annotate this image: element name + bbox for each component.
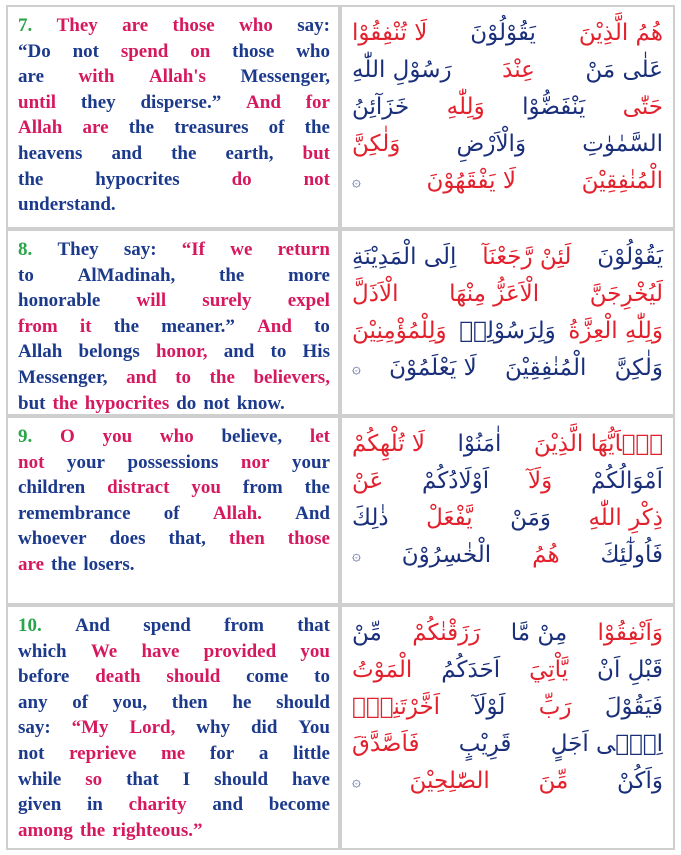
arabic-phrase: ذِكْرِ اللّٰهِ xyxy=(588,505,663,531)
verse-word: “My xyxy=(71,717,109,739)
verse-arabic-line xyxy=(352,15,663,52)
verse-word: who xyxy=(296,40,330,62)
verse-word: of xyxy=(72,691,89,713)
verse-word: And xyxy=(257,315,292,337)
verse-word: until xyxy=(18,91,57,113)
verse-arabic-line xyxy=(352,689,663,726)
arabic-phrase: عَنْ xyxy=(352,468,384,494)
verse-english-line xyxy=(18,552,330,578)
arabic-phrase: اِلَى الْمَدِيْنَةِ xyxy=(352,244,457,270)
arabic-phrase: وَلِلّٰهِ xyxy=(446,94,485,120)
verse-word: are xyxy=(18,66,45,88)
verse-word: among xyxy=(18,819,73,841)
verse-english-cell xyxy=(6,229,340,416)
verse-english-cell xyxy=(6,5,340,229)
verse-word: I xyxy=(182,768,191,790)
verse-word: from xyxy=(242,477,283,499)
arabic-phrase: وَلِلّٰهِ الْعِزَّةُ xyxy=(568,318,663,344)
verse-word: and xyxy=(223,341,255,363)
verse-english-line xyxy=(18,90,330,116)
arabic-phrase: لَا يَعْلَمُوْنَ xyxy=(389,355,477,381)
arabic-phrase: لَا يَفْقَهُوْنَ xyxy=(426,168,516,194)
verse-english-line xyxy=(18,391,330,416)
verse-arabic-line xyxy=(352,89,663,126)
verse-arabic-line xyxy=(352,52,663,89)
verse-word: whoever xyxy=(18,528,87,550)
arabic-phrase: وَلٰكِنَّ xyxy=(352,131,401,157)
verse-word: who xyxy=(239,15,273,36)
verse-word: hypocrites xyxy=(95,168,180,190)
arabic-phrase: يَّفْعَلْ xyxy=(426,505,473,531)
arabic-phrase: مِنْ مَّا xyxy=(510,620,568,646)
verse-arabic-line xyxy=(352,276,663,313)
verse-word: have xyxy=(291,768,330,790)
arabic-phrase: عِنْدَ xyxy=(502,57,535,83)
verse-word: the xyxy=(113,315,140,337)
verse-word: more xyxy=(288,264,330,286)
arabic-phrase: الْمَوْتُ xyxy=(352,657,413,683)
verse-english-line xyxy=(18,613,330,639)
verse-word: do xyxy=(231,168,252,190)
verse-word: come xyxy=(246,666,289,688)
arabic-phrase: اٰمَنُوْا xyxy=(457,431,502,457)
verse-word: Messenger, xyxy=(18,366,108,388)
verse-word: belongs xyxy=(78,341,140,363)
verse-word: they xyxy=(80,91,116,113)
verse-word: to xyxy=(18,264,34,286)
arabic-phrase: قَرِيْبٍ xyxy=(458,731,512,757)
verse-word: become xyxy=(268,794,330,816)
verse-word: reprieve xyxy=(69,742,137,764)
arabic-phrase: حَتّٰى xyxy=(622,94,663,120)
arabic-phrase: يَّاْتِيَ xyxy=(529,657,569,683)
arabic-phrase: اِلٰۤى اَجَلٍ xyxy=(550,731,663,757)
verse-english-line xyxy=(18,639,330,665)
verse-english-line xyxy=(18,141,330,167)
verse-english-cell xyxy=(6,416,340,605)
verse-word: why xyxy=(196,717,231,739)
verse-arabic-cell xyxy=(340,605,675,850)
verse-word: Messenger, xyxy=(240,66,330,88)
verse-word: to xyxy=(175,366,192,388)
arabic-phrase: يَنْفَضُّوْا xyxy=(522,94,586,120)
arabic-phrase: وَلَآ xyxy=(527,468,553,494)
verse-word: the xyxy=(209,366,235,388)
arabic-phrase: مِّنَ xyxy=(538,768,569,794)
arabic-phrase: الْاَذَلَّ xyxy=(352,281,399,307)
verse-word: you xyxy=(191,477,221,499)
arabic-phrase: هُمُ الَّذِيْنَ xyxy=(578,20,663,46)
verse-word: of xyxy=(163,502,180,524)
arabic-phrase: السَّمٰوٰتِ xyxy=(582,131,663,157)
verse-word: he xyxy=(232,691,252,713)
verse-english-line xyxy=(18,741,330,767)
verse-word: it xyxy=(79,315,92,337)
arabic-phrase: مِّنْ xyxy=(352,620,382,646)
verse-arabic-line xyxy=(352,239,663,276)
verse-word: AlMadinah, xyxy=(77,264,176,286)
ayah-end-marker: ۞ xyxy=(352,172,361,190)
verse-word: should xyxy=(276,691,330,713)
verse-word: believers, xyxy=(253,366,330,388)
arabic-phrase: لَيُخْرِجَنَّ xyxy=(589,281,663,307)
arabic-phrase: وَلِلْمُؤْمِنِيْنَ xyxy=(352,318,447,344)
verse-word: the xyxy=(171,142,197,164)
verse-word: on xyxy=(190,40,211,62)
verse-english-line xyxy=(18,526,330,552)
verse-word: you xyxy=(102,426,133,447)
verse-word: charity xyxy=(128,794,187,816)
verse-word: we xyxy=(230,239,253,260)
verse-number: 7. xyxy=(18,15,33,36)
arabic-phrase: وَلٰكِنَّ xyxy=(614,355,663,381)
verse-arabic-line xyxy=(352,163,663,200)
verse-word: remembrance xyxy=(18,502,131,524)
verse-word: those xyxy=(172,15,215,36)
arabic-phrase: رَسُوْلِ اللّٰهِ xyxy=(352,57,452,83)
verse-word: should xyxy=(214,768,269,790)
verse-word: a xyxy=(258,742,269,764)
verse-word: not xyxy=(72,40,99,62)
verse-word: say: xyxy=(123,239,157,260)
arabic-phrase: وَاَنْفِقُوْا xyxy=(597,620,663,646)
verse-word: And xyxy=(75,615,110,636)
verse-arabic-line xyxy=(352,126,663,163)
arabic-phrase: الْاَعَزُّ مِنْهَا xyxy=(449,281,540,307)
verse-word: to xyxy=(314,666,330,688)
arabic-phrase: يٰۤاَيُّهَا الَّذِيْنَ xyxy=(533,431,663,457)
verse-word: that, xyxy=(168,528,206,550)
verse-word: the xyxy=(128,117,155,139)
verse-english-line xyxy=(18,715,330,741)
verse-word: so xyxy=(85,768,103,790)
ayah-end-marker: ۞ xyxy=(352,772,361,790)
verse-english-line xyxy=(18,501,330,527)
verse-word: those xyxy=(232,40,275,62)
verse-arabic-line xyxy=(352,726,663,763)
verse-word: given xyxy=(18,794,62,816)
verse-word: in xyxy=(87,794,103,816)
verse-english-line xyxy=(18,192,330,218)
verse-word: They xyxy=(56,15,98,36)
verse-english-line xyxy=(18,288,330,314)
verse-word: the xyxy=(52,392,78,414)
verse-word: death xyxy=(95,666,141,688)
verse-word: We xyxy=(90,640,118,662)
verse-word: and xyxy=(111,142,143,164)
arabic-phrase: لَئِنْ رَّجَعْنَآ xyxy=(482,244,572,270)
verse-word: the xyxy=(79,819,106,841)
verse-word: do xyxy=(176,392,197,414)
verse-arabic-line xyxy=(352,463,663,500)
verse-word: children xyxy=(18,477,86,499)
verse-english-cell xyxy=(6,605,340,850)
verse-word: and xyxy=(126,366,157,388)
verse-english-line xyxy=(18,115,330,141)
verse-arabic-cell xyxy=(340,5,675,229)
arabic-phrase: فَيَقُوْلَ xyxy=(604,694,663,720)
verse-word: “Do xyxy=(18,40,51,62)
verse-word: His xyxy=(302,341,330,363)
arabic-phrase: لَا تُلْهِكُمْ xyxy=(352,431,426,457)
verse-english-line xyxy=(18,167,330,193)
verse-word: Allah xyxy=(18,341,63,363)
verse-arabic-line xyxy=(352,426,663,463)
verse-english-line xyxy=(18,314,330,340)
arabic-phrase: خَزَآئِنُ xyxy=(352,94,410,120)
arabic-phrase: رَبِّ xyxy=(538,694,572,720)
verse-arabic-line xyxy=(352,350,663,387)
arabic-phrase: الْمُنٰفِقِيْنَ xyxy=(505,355,587,381)
arabic-phrase: لَوْلَآ xyxy=(473,694,506,720)
arabic-phrase: ذٰلِكَ xyxy=(352,505,389,531)
arabic-phrase: اَوْلَادُكُمْ xyxy=(422,468,490,494)
arabic-phrase: هُمُ xyxy=(532,542,560,568)
arabic-phrase: فَاُولٰٓئِكَ xyxy=(600,542,663,568)
verse-english-line xyxy=(18,818,330,844)
verse-word: honorable xyxy=(18,290,101,312)
verse-word: then xyxy=(171,691,208,713)
verse-english-line xyxy=(18,767,330,793)
verse-word: the xyxy=(304,117,330,139)
verse-word: but xyxy=(302,142,330,164)
verse-word: that xyxy=(297,615,330,636)
verse-word: you, xyxy=(112,691,148,713)
arabic-phrase: اَحَدَكُمُ xyxy=(441,657,501,683)
verse-word: will xyxy=(136,290,167,312)
verse-word: provided xyxy=(203,640,277,662)
verse-word: O xyxy=(60,426,75,447)
verse-word: the xyxy=(219,264,245,286)
arabic-phrase: وَمَنْ xyxy=(510,505,552,531)
verse-word: Allah. xyxy=(212,502,262,524)
verse-word: before xyxy=(18,666,70,688)
verse-arabic-line xyxy=(352,763,663,800)
verse-word: And xyxy=(246,91,281,113)
verse-word: of xyxy=(268,117,285,139)
verse-word: honor, xyxy=(155,341,208,363)
verse-english-line xyxy=(18,339,330,365)
verse-english-line xyxy=(18,424,330,450)
verse-arabic-cell xyxy=(340,229,675,416)
arabic-phrase: الصّٰلِحِيْنَ xyxy=(409,768,490,794)
verse-word: are xyxy=(18,553,45,575)
verse-word: not xyxy=(18,742,45,764)
arabic-phrase: يَقُوْلُوْنَ xyxy=(597,244,663,270)
verse-english-line xyxy=(18,475,330,501)
verse-word: spend xyxy=(143,615,191,636)
verse-word: the xyxy=(304,477,330,499)
verse-english-line xyxy=(18,690,330,716)
verse-arabic-cell xyxy=(340,416,675,605)
verse-word: then xyxy=(228,528,265,550)
verse-word: for xyxy=(305,91,330,113)
verse-word: hypocrites xyxy=(84,392,170,414)
verse-word: your xyxy=(291,451,330,473)
verse-word: heavens xyxy=(18,142,83,164)
verse-word: Allah's xyxy=(148,66,206,88)
verse-word: expel xyxy=(287,290,330,312)
verse-word: but xyxy=(18,392,46,414)
verse-word: And xyxy=(295,502,330,524)
verse-word: “If xyxy=(181,239,206,260)
verse-english-line xyxy=(18,237,330,263)
verse-word: with xyxy=(78,66,115,88)
verse-word: You xyxy=(298,717,330,739)
arabic-phrase: يَقُوْلُوْنَ xyxy=(470,20,536,46)
arabic-phrase: الْخٰسِرُوْنَ xyxy=(401,542,492,568)
verse-word: does xyxy=(109,528,146,550)
verse-word: who xyxy=(159,426,194,447)
arabic-phrase: وَالْاَرْضِ xyxy=(456,131,527,157)
arabic-phrase: لَا تُنْفِقُوْا xyxy=(352,20,428,46)
verse-arabic-line xyxy=(352,537,663,574)
verse-word: have xyxy=(141,640,180,662)
verse-word: not xyxy=(203,392,230,414)
verse-word: and xyxy=(212,794,244,816)
verse-arabic-line xyxy=(352,313,663,350)
verse-number: 10. xyxy=(18,615,42,636)
verse-word: disperse.” xyxy=(140,91,222,113)
verse-word: your xyxy=(66,451,105,473)
verse-word: which xyxy=(18,640,67,662)
verse-word: are xyxy=(122,15,149,36)
verse-word: to xyxy=(314,315,330,337)
verse-word: losers. xyxy=(83,553,135,575)
verse-english-line xyxy=(18,792,330,818)
verse-english-line xyxy=(18,664,330,690)
verse-word: earth, xyxy=(225,142,274,164)
arabic-phrase: عَلٰى مَنْ xyxy=(585,57,663,83)
verse-word: from xyxy=(224,615,264,636)
verse-arabic-line xyxy=(352,652,663,689)
verse-table xyxy=(6,5,675,850)
arabic-phrase: اَمْوَالُكُمْ xyxy=(591,468,663,494)
verse-word: the xyxy=(18,168,44,190)
verse-word: while xyxy=(18,768,62,790)
verse-word: return xyxy=(277,239,330,260)
verse-word: believe, xyxy=(221,426,283,447)
verse-word: did xyxy=(250,717,278,739)
verse-word: me xyxy=(160,742,186,764)
verse-word: surely xyxy=(202,290,252,312)
verse-word: little xyxy=(293,742,330,764)
verse-arabic-line xyxy=(352,500,663,537)
verse-number: 9. xyxy=(18,426,33,447)
verse-word: should xyxy=(166,666,221,688)
verse-word: from xyxy=(18,315,58,337)
verse-word: understand. xyxy=(18,194,116,216)
verse-english-line xyxy=(18,263,330,289)
verse-word: treasures xyxy=(174,117,249,139)
verse-word: righteous.” xyxy=(112,819,203,841)
verse-word: distract xyxy=(107,477,170,499)
verse-word: They xyxy=(57,239,99,260)
verse-english-line xyxy=(18,39,330,65)
verse-word: are xyxy=(82,117,109,139)
verse-word: not xyxy=(303,168,330,190)
verse-english-line xyxy=(18,450,330,476)
verse-word: to xyxy=(270,341,287,363)
arabic-phrase: قَبْلِ اَنْ xyxy=(597,657,663,683)
verse-word: Lord, xyxy=(129,717,176,739)
verse-word: for xyxy=(209,742,235,764)
ayah-end-marker: ۞ xyxy=(352,359,361,377)
verse-word: let xyxy=(309,426,330,447)
verse-word: those xyxy=(287,528,330,550)
verse-word: say: xyxy=(18,717,51,739)
arabic-phrase: فَاَصَّدَّقَ xyxy=(352,731,420,757)
verse-word: possessions xyxy=(127,451,219,473)
verse-word: you xyxy=(300,640,330,662)
ayah-end-marker: ۞ xyxy=(352,546,361,564)
verse-english-line xyxy=(18,365,330,391)
verse-word: Allah xyxy=(18,117,63,139)
verse-word: any xyxy=(18,691,48,713)
verse-word: the xyxy=(51,553,77,575)
arabic-phrase: وَلِرَسُوْلِهٖ xyxy=(459,318,556,344)
verse-arabic-line xyxy=(352,615,663,652)
verse-english-line xyxy=(18,13,330,39)
verse-word: not xyxy=(18,451,45,473)
verse-english-line xyxy=(18,64,330,90)
verse-word: that xyxy=(126,768,159,790)
verse-word: know. xyxy=(236,392,285,414)
verse-number: 8. xyxy=(18,239,33,260)
arabic-phrase: الْمُنٰفِقِيْنَ xyxy=(581,168,663,194)
arabic-phrase: اَخَّرْتَنِيْۤ xyxy=(352,694,441,720)
verse-word: say: xyxy=(297,15,330,36)
verse-word: nor xyxy=(240,451,270,473)
arabic-phrase: وَاَكُنْ xyxy=(617,768,663,794)
arabic-phrase: رَزَقْنٰكُمْ xyxy=(412,620,481,646)
verse-word: spend xyxy=(120,40,169,62)
verse-word: meaner.” xyxy=(161,315,235,337)
